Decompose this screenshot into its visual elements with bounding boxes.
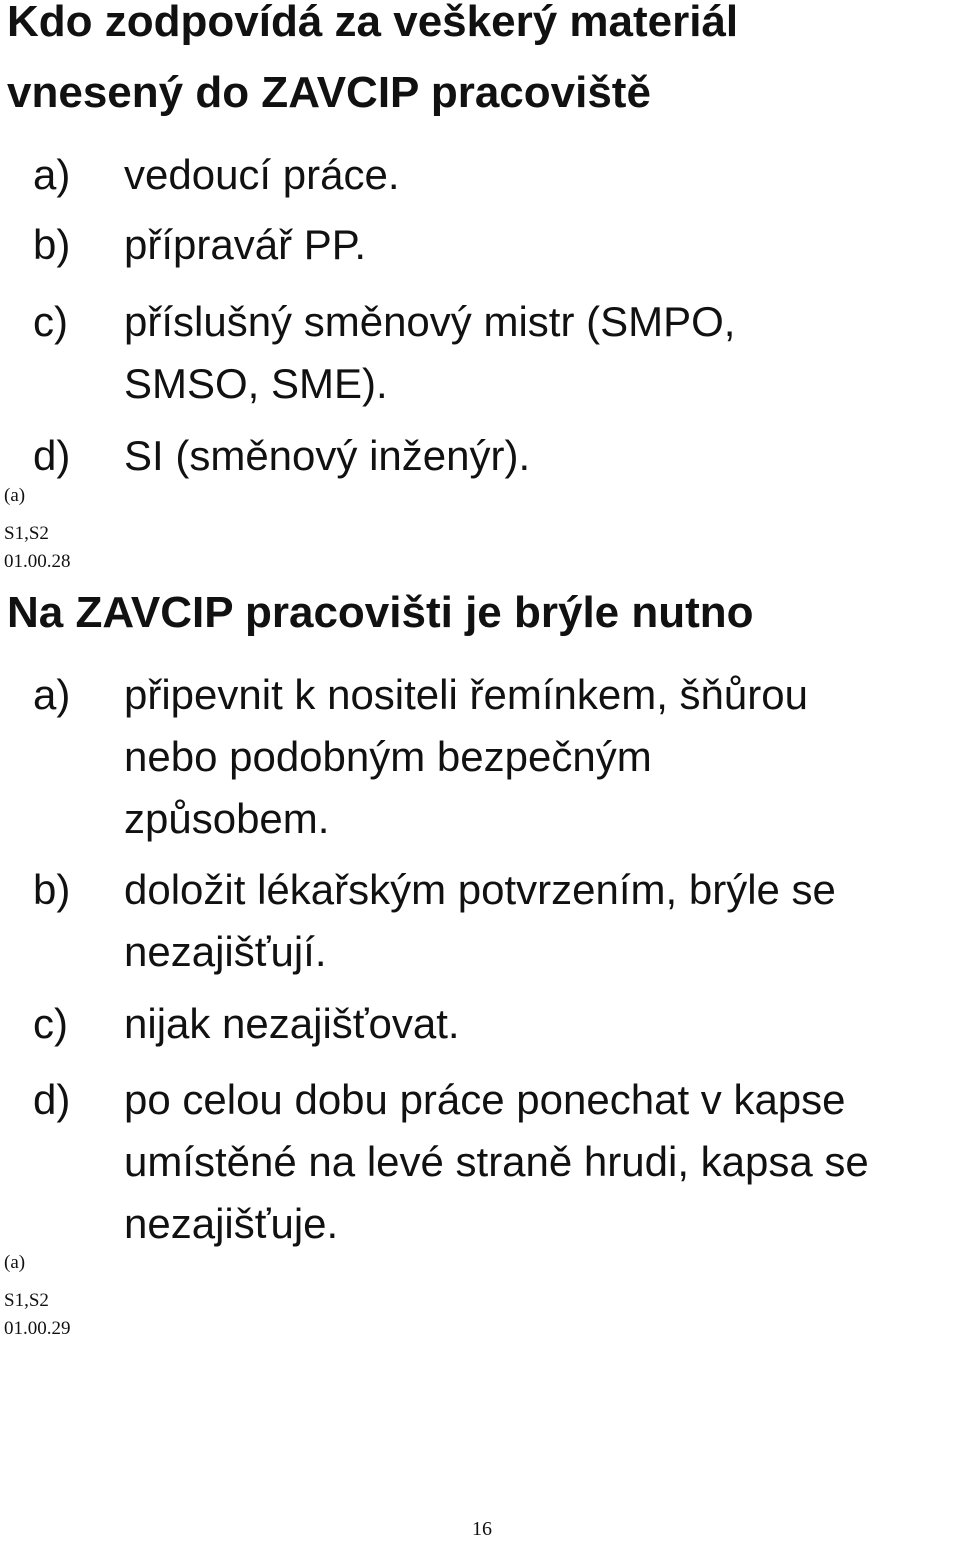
- answer-letter: a): [33, 151, 71, 198]
- answer-letter: d): [33, 432, 71, 479]
- answer-text-line: přípravář PP.: [124, 221, 367, 268]
- question-title-line: Na ZAVCIP pracovišti je brýle nutno: [7, 588, 754, 637]
- answer-letter: c): [33, 1000, 68, 1047]
- answer-text-line: příslušný směnový mistr (SMPO,: [124, 298, 736, 345]
- answer-letter: c): [33, 298, 68, 345]
- answer-letter: b): [33, 866, 71, 913]
- answer-letter: d): [33, 1076, 71, 1123]
- question-meta: [4, 482, 71, 576]
- question-code: 01.00.28: [4, 551, 71, 572]
- answer-text-line: doložit lékařským potvrzením, brýle se: [124, 866, 836, 913]
- answer-text: [124, 425, 960, 487]
- answer-text-line: nezajišťují.: [124, 928, 327, 975]
- question-category: S1,S2: [4, 523, 49, 544]
- question-meta: [4, 1249, 71, 1343]
- answer-text-line: SMSO, SME).: [124, 360, 388, 407]
- answer-text: [124, 859, 960, 983]
- answer-text: [124, 664, 960, 850]
- answer-text: [124, 993, 960, 1055]
- answer-text: [124, 1069, 960, 1255]
- question-title-line: vnesený do ZAVCIP pracoviště: [7, 68, 651, 117]
- answer-text-line: SI (směnový inženýr).: [124, 432, 531, 479]
- answer-text-line: umístěné na levé straně hrudi, kapsa se: [124, 1138, 869, 1185]
- page-number: 16: [472, 1518, 492, 1540]
- correct-answer: (a): [4, 485, 26, 506]
- answer-text: [124, 214, 960, 276]
- answer-letter: a): [33, 671, 71, 718]
- question-category: S1,S2: [4, 1290, 49, 1311]
- answer-text-line: připevnit k nositeli řemínkem, šňůrou: [124, 671, 808, 718]
- answer-text: [124, 291, 960, 415]
- answer-letter: b): [33, 221, 71, 268]
- answer-text-line: vedoucí práce.: [124, 151, 400, 198]
- answer-text-line: nijak nezajišťovat.: [124, 1000, 460, 1047]
- question-title-line: Kdo zodpovídá za veškerý materiál: [7, 0, 739, 46]
- answer-text-line: po celou dobu práce ponechat v kapse: [124, 1076, 846, 1123]
- answer-text-line: nebo podobným bezpečným: [124, 733, 652, 780]
- answer-text-line: způsobem.: [124, 795, 330, 842]
- answer-text-line: nezajišťuje.: [124, 1200, 339, 1247]
- correct-answer: (a): [4, 1252, 26, 1273]
- question-code: 01.00.29: [4, 1318, 71, 1339]
- answer-text: [124, 144, 960, 206]
